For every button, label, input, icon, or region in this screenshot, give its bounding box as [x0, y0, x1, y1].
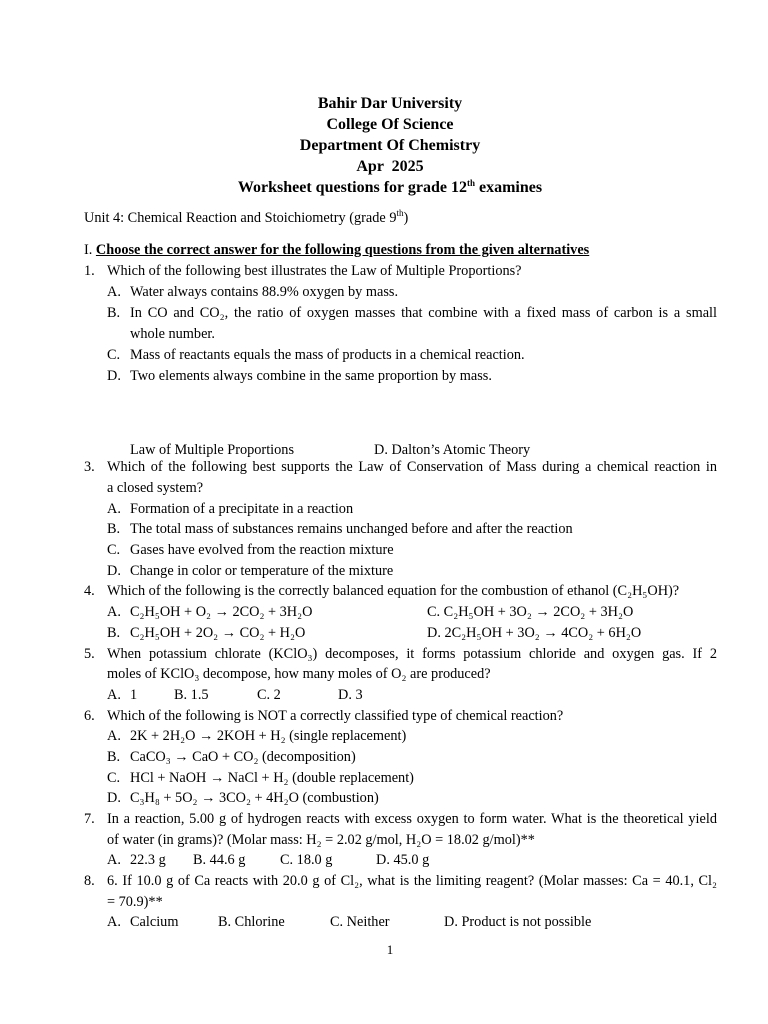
q4-option-b-label: B. [107, 625, 121, 641]
unit-close: ) [403, 210, 409, 226]
q7-option-a-label: A. [107, 852, 121, 868]
q3-option-a-label: A. [107, 501, 121, 517]
q8-text-line2: = 70.9)** [107, 894, 163, 910]
q1-option-c-label: C. [107, 347, 121, 363]
q4-option-c: C. C₂H₅OH + 3O₂ → 2CO₂ + 3H₂O [427, 604, 634, 620]
q6-option-c-label: C. [107, 770, 121, 786]
q5-number: 5. [84, 646, 95, 662]
q7-text-line1: In a reaction, 5.00 g of hydrogen reacts with excess oxygen to form water. What is the theoretical yield [107, 811, 717, 827]
page-number: 1 [386, 942, 394, 957]
section-roman: I. [84, 242, 96, 258]
q6-number: 6. [84, 708, 95, 724]
q5-text-line1: When potassium chlorate (KClO₃) decomposes, it forms potassium chloride and oxygen gas. If 2 [107, 646, 717, 662]
q3-option-b-label: B. [107, 521, 121, 537]
q1-number: 1. [84, 263, 95, 279]
q1-option-b-label: B. [107, 305, 121, 321]
q5-option-d: D. 3 [338, 687, 363, 703]
q6-option-b-label: B. [107, 749, 121, 765]
q8-option-d: D. Product is not possible [444, 914, 592, 930]
q6-text: Which of the following is NOT a correctly classified type of chemical reaction? [107, 708, 564, 724]
q5-option-a: 1 [130, 687, 138, 703]
q6-option-c: HCl + NaOH → NaCl + H₂ (double replacement) [130, 770, 414, 786]
unit-heading [84, 208, 409, 226]
q5-text-line2: moles of KClO₃ decompose, how many moles of O₂ are produced? [107, 666, 491, 682]
q1-option-a-label: A. [107, 284, 121, 300]
q3-option-b: The total mass of substances remains unchanged before and after the reaction [130, 521, 573, 537]
section-instruction: Choose the correct answer for the following questions from the given alternatives [95, 242, 590, 258]
title-tail: examines [474, 179, 543, 196]
unit-superscript: th [396, 208, 404, 218]
q3-option-d: Change in color or temperature of the mixture [130, 563, 394, 579]
q3-option-c: Gases have evolved from the reaction mixture [130, 542, 394, 558]
q6-option-a: 2K + 2H₂O → 2KOH + H₂ (single replacement) [130, 728, 407, 744]
q3-option-d-label: D. [107, 563, 121, 579]
q6-option-d-label: D. [107, 790, 121, 806]
q4-option-a-label: A. [107, 604, 121, 620]
q5-option-c: C. 2 [257, 687, 281, 703]
q1-option-a: Water always contains 88.9% oxygen by mass. [130, 284, 399, 300]
q4-number: 4. [84, 583, 95, 599]
q2-option-c: Law of Multiple Proportions [130, 442, 295, 458]
worksheet-title [0, 180, 768, 196]
q7-option-b: B. 44.6 g [193, 852, 246, 868]
q5-option-b: B. 1.5 [174, 687, 209, 703]
q3-option-c-label: C. [107, 542, 121, 558]
department-name: Department Of Chemistry [299, 137, 481, 154]
q1-option-b-line1: In CO and CO₂, the ratio of oxygen masses that combine with a fixed mass of carbon is a small [130, 305, 717, 321]
q3-text-line1: Which of the following best supports the Law of Conservation of Mass during a chemical reaction in [107, 459, 717, 475]
q3-option-a: Formation of a precipitate in a reaction [130, 501, 354, 517]
q8-text-line1: 6. If 10.0 g of Ca reacts with 20.0 g of Cl₂, what is the limiting reagent? (Molar masses: Ca = 40.1, Cl₂ [107, 873, 717, 889]
university-name: Bahir Dar University [317, 95, 463, 112]
college-name: College Of Science [326, 116, 454, 133]
q3-text-line2: a closed system? [107, 480, 204, 496]
q1-text: Which of the following best illustrates the Law of Multiple Proportions? [107, 263, 522, 279]
q1-option-d: Two elements always combine in the same proportion by mass. [130, 368, 492, 384]
q4-option-d: D. 2C₂H₅OH + 3O₂ → 4CO₂ + 6H₂O [427, 625, 642, 641]
q3-number: 3. [84, 459, 95, 475]
q8-option-b: B. Chlorine [218, 914, 285, 930]
q8-option-c: C. Neither [330, 914, 390, 930]
q5-option-a-label: A. [107, 687, 121, 703]
q7-option-c: C. 18.0 g [280, 852, 333, 868]
q8-option-a-label: A. [107, 914, 121, 930]
q1-option-c: Mass of reactants equals the mass of products in a chemical reaction. [130, 347, 525, 363]
q1-option-d-label: D. [107, 368, 121, 384]
q8-number: 8. [84, 873, 95, 889]
q7-text-line2: of water (in grams)? (Molar mass: H₂ = 2.02 g/mol, H₂O = 18.02 g/mol)** [107, 832, 535, 848]
title-main: Worksheet questions for grade 12 [237, 179, 467, 196]
q6-option-b: CaCO₃ → CaO + CO₂ (decomposition) [130, 749, 356, 765]
q7-option-d: D. 45.0 g [376, 852, 430, 868]
q6-option-a-label: A. [107, 728, 121, 744]
q1-option-b-line2: whole number. [130, 326, 215, 342]
unit-text: Unit 4: Chemical Reaction and Stoichiometry (grade 9 [84, 210, 397, 226]
q8-option-a: Calcium [130, 914, 179, 930]
q4-option-a: C₂H₅OH + O₂ → 2CO₂ + 3H₂O [130, 604, 313, 620]
q7-option-a: 22.3 g [130, 852, 166, 868]
q4-option-b: C₂H₅OH + 2O₂ → CO₂ + H₂O [130, 625, 306, 641]
q2-option-d: D. Dalton’s Atomic Theory [374, 442, 531, 458]
q6-option-d: C₃H₈ + 5O₂ → 3CO₂ + 4H₂O (combustion) [130, 790, 379, 806]
section-heading [84, 243, 589, 257]
title-superscript: th [466, 178, 475, 188]
q7-number: 7. [84, 811, 95, 827]
document-date: Apr 2025 [356, 158, 424, 175]
q4-text: Which of the following is the correctly balanced equation for the combustion of ethanol (C₂H₅OH)? [107, 583, 680, 599]
